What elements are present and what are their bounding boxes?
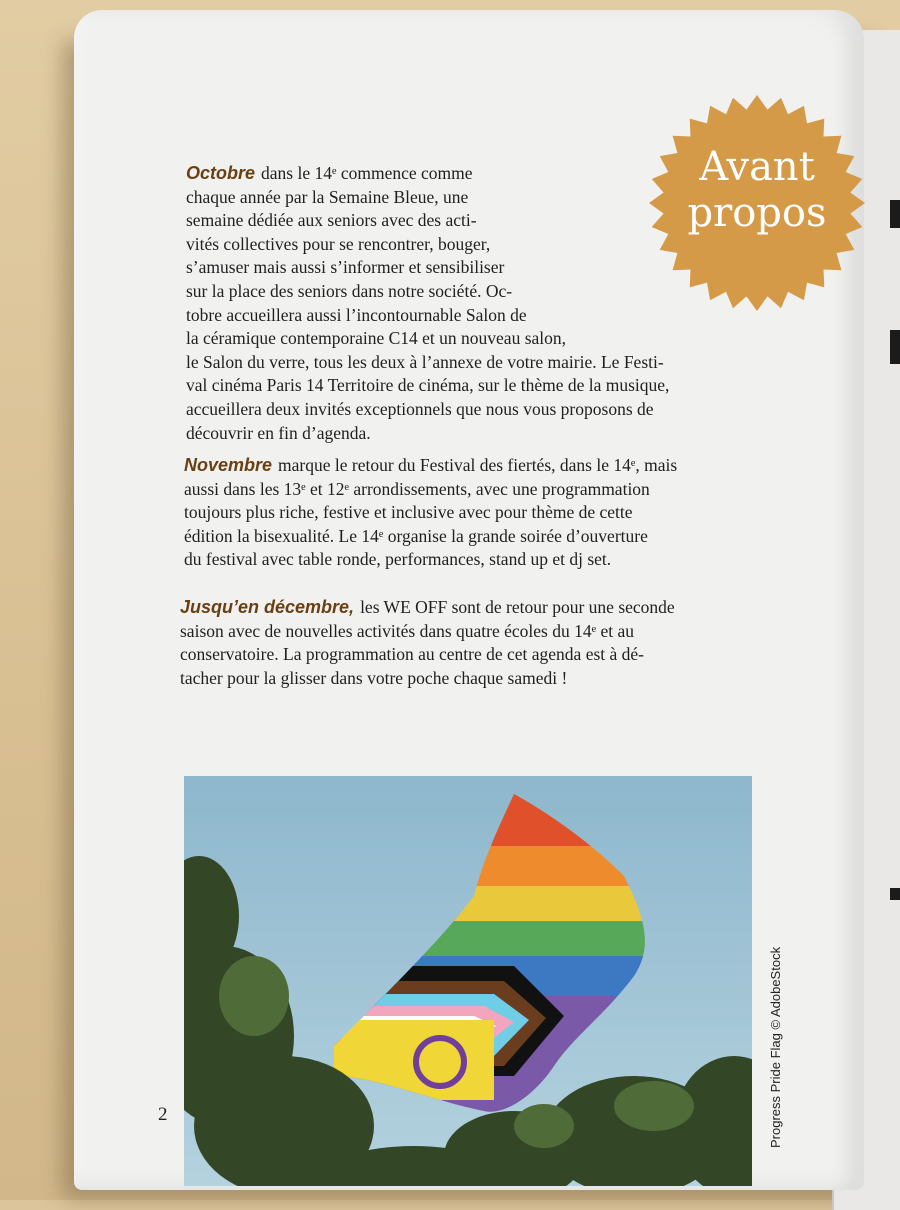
para-line: s’amuser mais aussi s’informer et sensibiliser [186,257,505,278]
para-line: le Salon du verre, tous les deux à l’annexe de votre mairie. Le Festi- [186,351,664,372]
line-text: dans le 14ᵉ commence comme [261,163,473,183]
para-line: sur la place des seniors dans notre société. Oc- [186,280,513,301]
para-line: val cinéma Paris 14 Territoire de cinéma, sur le thème de la musique, [186,375,670,396]
para-line: édition la bisexualité. Le 14ᵉ organise la grande soirée d’ouverture [184,525,648,546]
line-text: marque le retour du Festival des fiertés, dans le 14ᵉ, mais [278,455,678,475]
page-number: 2 [158,1104,168,1125]
para-line: la céramique contemporaine C14 et un nouveau salon, [186,328,567,349]
para-line [184,454,848,478]
para-line: conservatoire. La programmation au centre de cet agenda est à dé- [180,644,645,665]
progress-pride-flag-image [184,776,752,1186]
paragraph-octobre [186,162,846,445]
next-page-mark [890,888,900,900]
para-line: saison avec de nouvelles activités dans quatre écoles du 14ᵉ et au [180,620,634,641]
paragraph-lead: Novembre [184,455,273,475]
para-line: découvrir en fin d’agenda. [186,422,371,443]
para-line: aussi dans les 13ᵉ et 12ᵉ arrondissements, avec une programmation [184,478,650,499]
para-line [186,162,534,186]
next-page-mark [890,330,900,364]
para-line: semaine dédiée aux seniors avec des acti- [186,210,477,231]
paragraph-novembre [184,454,848,572]
badge-line-2: propos [687,190,827,236]
badge-line-1: Avant [699,144,815,190]
paragraph-lead: Octobre [186,163,256,183]
paragraph-decembre [180,596,850,690]
next-page-mark [890,200,900,228]
pride-flag-photo [184,776,752,1186]
para-line: accueillera deux invités exceptionnels que nous vous proposons de [186,398,654,419]
para-line: toujours plus riche, festive et inclusive avec pour thème de cette [184,502,633,523]
line-text: les WE OFF sont de retour pour une seconde [360,597,675,617]
photo-credit: Progress Pride Flag © AdobeStock [768,946,783,1148]
para-line: tobre accueillera aussi l’incontournable Salon de [186,304,527,325]
para-line [180,596,850,620]
para-line: tacher pour la glisser dans votre poche chaque samedi ! [180,667,568,688]
para-line: du festival avec table ronde, performances, stand up et dj set. [184,549,612,570]
paragraph-lead: Jusqu’en décembre, [180,597,355,617]
para-line: vités collectives pour se rencontrer, bouger, [186,233,491,254]
para-line: chaque année par la Semaine Bleue, une [186,186,469,207]
